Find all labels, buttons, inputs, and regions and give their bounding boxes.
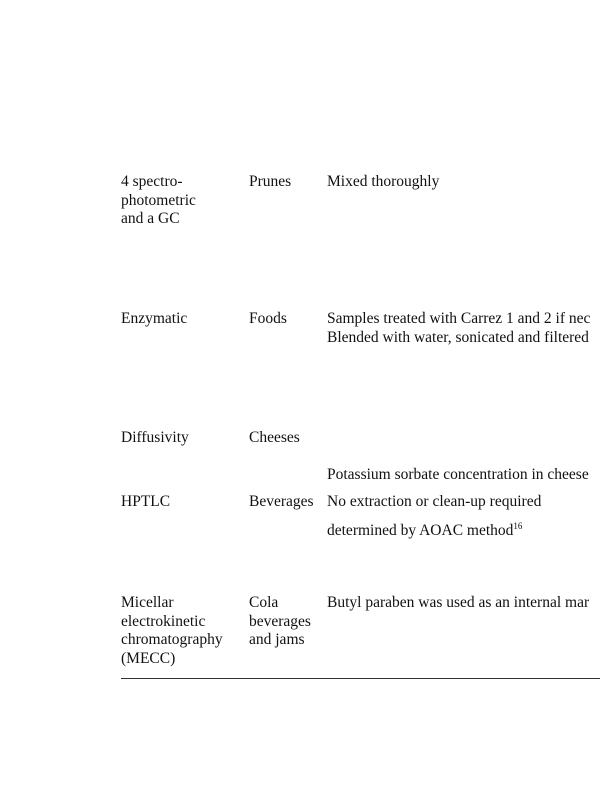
sample-cell: Cheeses: [249, 429, 300, 446]
preparation-cell: Butyl paraben was used as an internal mar: [327, 594, 590, 611]
method-cell: 4 spectro- photometric and a GC: [121, 173, 196, 227]
preparation-line: Potassium sorbate concentration in cheese: [327, 466, 589, 483]
preparation-text: determined by AOAC method: [327, 521, 514, 539]
method-cell: Micellar electrokinetic chromatography (MECC): [121, 594, 223, 667]
sample-cell: Prunes: [249, 173, 292, 190]
table-bottom-rule: [121, 678, 600, 679]
reference-superscript: 16: [513, 520, 523, 531]
sample-cell: Foods: [249, 310, 287, 327]
preparation-cell: Samples treated with Carrez 1 and 2 if nec Blended with water, sonicated and filtered: [327, 310, 591, 346]
method-cell: Enzymatic: [121, 310, 188, 327]
sample-cell: Cola beverages and jams: [249, 594, 311, 648]
preparation-cell: No extraction or clean-up required: [327, 493, 542, 510]
preparation-line: [327, 522, 600, 541]
preparation-cell: Mixed thoroughly: [327, 173, 440, 190]
sample-cell: Beverages: [249, 493, 314, 510]
method-cell: HPTLC: [121, 493, 171, 510]
method-cell: Diffusivity: [121, 429, 189, 446]
